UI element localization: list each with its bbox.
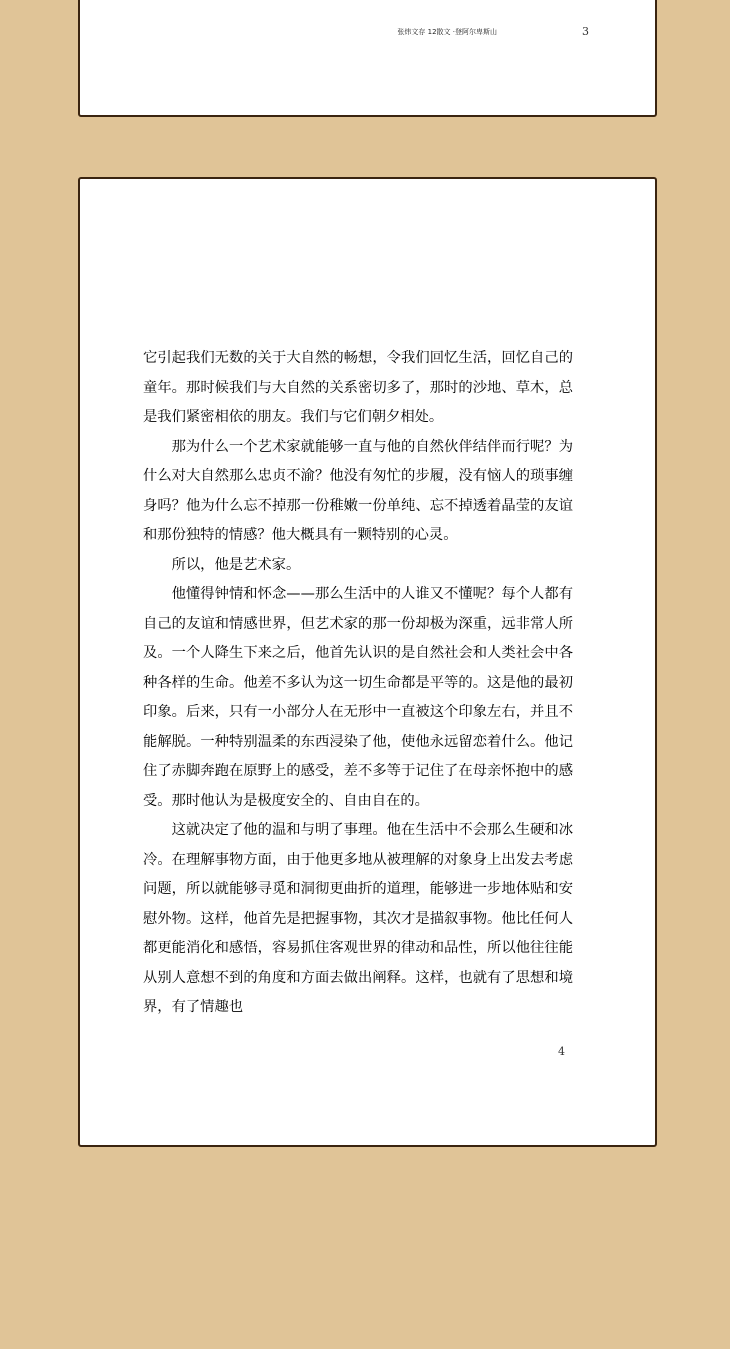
page-body xyxy=(143,344,573,1023)
running-header: 张炜文存 12散文 ·登阿尔卑斯山 xyxy=(397,28,497,36)
paragraph: 所以，他是艺术家。 xyxy=(171,556,301,573)
paragraph: 他懂得钟情和怀念——那么生活中的人谁又不懂呢？每个人都有自己的友谊和情感世界，但艺术家的那一份却极为深重，远非常人所及。一个人降生下来之后，他首先认识的是自然社会和人类社会中各种各样的生命。他差不多认为这一切生命都是平等的。这是他的最初印象。后来，只有一小部分人在无形中一直被这个印象左右，并且不能解脱。一种特别温柔的东西浸染了他，使他永远留恋着什么。他记住了赤脚奔跑在原野上的感受，差不多等于记住了在母亲怀抱中的感受。那时他认为是极度安全的、自由自在的。 xyxy=(143,586,573,809)
paragraph: 这就决定了他的温和与明了事理。他在生活中不会那么生硬和冰冷。在理解事物方面，由于他更多地从被理解的对象身上出发去考虑问题，所以就能够寻觅和洞彻更曲折的道理，能够进一步地体贴和安慰外物。这样，他首先是把握事物，其次才是描叙事物。他比任何人都更能消化和感悟，容易抓住客观世界的律动和品性，所以他往往能从别人意想不到的角度和方面去做出阐释。这样，也就有了思想和境界，有了情趣也 xyxy=(143,822,573,1015)
paragraph: 它引起我们无数的关于大自然的畅想，令我们回忆生活，回忆自己的童年。那时候我们与大自然的关系密切多了，那时的沙地、草木，总是我们紧密相依的朋友。我们与它们朝夕相处。 xyxy=(143,350,573,425)
paragraph: 那为什么一个艺术家就能够一直与他的自然伙伴结伴而行呢？为什么对大自然那么忠贞不渝？他没有匆忙的步履，没有恼人的琐事缠身吗？他为什么忘不掉那一份稚嫩一份单纯、忘不掉透着晶莹的友谊和那份独特的情感？他大概具有一颗特别的心灵。 xyxy=(143,438,573,543)
current-page xyxy=(78,177,657,1147)
previous-page xyxy=(78,0,657,117)
page-number: 3 xyxy=(582,25,589,38)
page-number: 4 xyxy=(558,1045,565,1058)
